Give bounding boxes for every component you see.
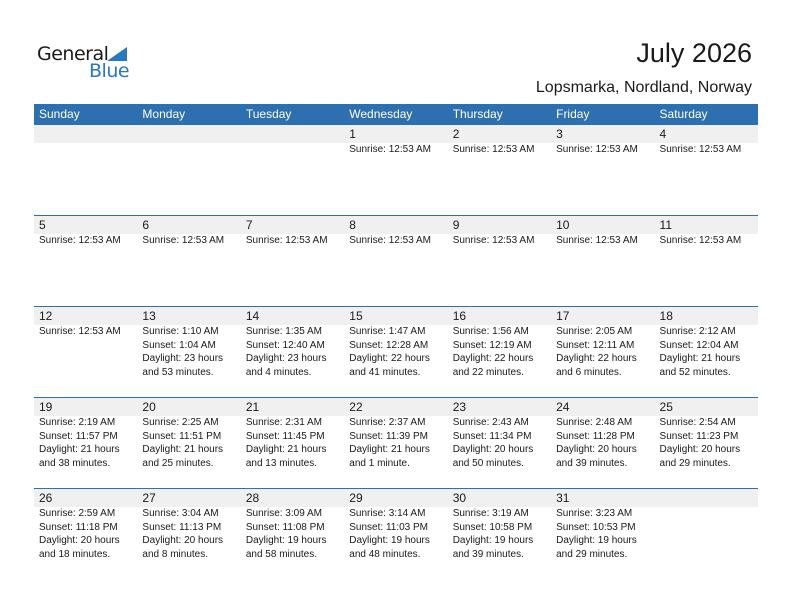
sunset-text: Sunset: 11:13 PM	[142, 521, 222, 533]
day-number: 14	[245, 309, 260, 323]
sunset-text: Sunset: 12:40 AM	[245, 339, 325, 351]
sunrise-text: Sunrise: 3:19 AM	[452, 508, 529, 519]
daylight-text: Daylight: 21 hours	[349, 444, 430, 456]
daylight-text: and 29 minutes.	[659, 457, 731, 469]
weekday-thursday: Thursday	[452, 107, 503, 121]
daylight-text: Daylight: 23 hours	[245, 353, 327, 365]
sunset-text: Sunset: 11:18 PM	[39, 521, 118, 533]
daylight-text: and 4 minutes.	[245, 366, 312, 378]
day-cell-8	[344, 216, 447, 306]
sunrise-text: Sunrise: 12:53 AM	[39, 235, 121, 246]
sunrise-text: Sunrise: 12:53 AM	[659, 144, 742, 155]
daylight-text: and 52 minutes.	[659, 366, 731, 378]
day-number: 11	[659, 218, 672, 232]
day-cell-18	[655, 307, 758, 397]
daylight-text: Daylight: 21 hours	[142, 444, 224, 456]
weeks-container	[34, 125, 758, 579]
sunrise-text: Sunrise: 3:09 AM	[245, 508, 322, 519]
daylight-text: and 8 minutes.	[142, 548, 209, 560]
logo	[37, 43, 137, 83]
page-title: July 2026	[636, 38, 752, 68]
week-cells	[34, 125, 758, 215]
day-number: 3	[556, 127, 563, 141]
daylight-text: Daylight: 19 hours	[452, 535, 534, 547]
sunrise-text: Sunrise: 12:53 AM	[556, 235, 638, 246]
sunrise-text: Sunrise: 2:37 AM	[349, 417, 426, 428]
daylight-text: Daylight: 19 hours	[245, 535, 327, 547]
sunset-text: Sunset: 11:39 PM	[349, 430, 429, 442]
week-row	[34, 306, 758, 397]
day-cell-26	[34, 489, 137, 579]
daylight-text: and 29 minutes.	[556, 548, 628, 560]
day-cell-17	[551, 307, 654, 397]
day-cell-6	[137, 216, 240, 306]
day-cell-1	[344, 125, 447, 215]
daylight-text: and 53 minutes.	[142, 366, 214, 378]
day-cell-11	[655, 216, 758, 306]
day-cell-30	[448, 489, 551, 579]
day-cell-31	[551, 489, 654, 579]
daylight-text: Daylight: 20 hours	[39, 535, 120, 547]
day-number: 16	[452, 309, 467, 323]
sunrise-text: Sunrise: 2:25 AM	[142, 417, 219, 428]
day-number: 30	[452, 491, 467, 505]
day-cell-3	[551, 125, 654, 215]
sunrise-text: Sunrise: 2:19 AM	[39, 417, 116, 428]
week-cells	[34, 489, 758, 579]
sunset-text: Sunset: 12:19 AM	[452, 339, 532, 351]
week-cells	[34, 307, 758, 397]
day-number: 1	[349, 127, 356, 141]
sunrise-text: Sunrise: 3:23 AM	[556, 508, 633, 519]
sunset-text: Sunset: 12:11 AM	[556, 339, 635, 351]
sunrise-text: Sunrise: 2:59 AM	[39, 508, 116, 519]
sunset-text: Sunset: 1:04 AM	[142, 339, 216, 351]
sunrise-text: Sunrise: 3:04 AM	[142, 508, 219, 519]
sunset-text: Sunset: 11:28 PM	[556, 430, 635, 442]
week-cells	[34, 398, 758, 488]
daylight-text: and 39 minutes.	[556, 457, 628, 469]
day-cell-19	[34, 398, 137, 488]
sunrise-text: Sunrise: 2:05 AM	[556, 326, 633, 337]
daylight-text: Daylight: 20 hours	[659, 444, 741, 456]
sunrise-text: Sunrise: 12:53 AM	[39, 326, 121, 337]
daylight-text: and 41 minutes.	[349, 366, 421, 378]
day-number: 6	[142, 218, 150, 232]
sunrise-text: Sunrise: 12:53 AM	[452, 235, 535, 246]
daylight-text: Daylight: 19 hours	[556, 535, 637, 547]
day-cell-14	[241, 307, 344, 397]
sunset-text: Sunset: 11:45 PM	[245, 430, 325, 442]
daylight-text: Daylight: 23 hours	[142, 353, 224, 365]
day-cell-25	[655, 398, 758, 488]
sunrise-text: Sunrise: 12:53 AM	[659, 235, 742, 246]
sunrise-text: Sunrise: 12:53 AM	[452, 144, 535, 155]
day-number: 15	[349, 309, 363, 323]
day-cell-10	[551, 216, 654, 306]
sunset-text: Sunset: 11:03 PM	[349, 521, 429, 533]
day-number: 20	[142, 400, 156, 414]
day-number: 21	[245, 400, 260, 414]
daylight-text: Daylight: 21 hours	[245, 444, 327, 456]
weekday-friday: Friday	[556, 107, 590, 121]
day-number: 10	[556, 218, 570, 232]
day-cell-15	[344, 307, 447, 397]
sunrise-text: Sunrise: 12:53 AM	[245, 235, 328, 246]
daylight-text: Daylight: 21 hours	[659, 353, 741, 365]
day-cell-23	[448, 398, 551, 488]
daylight-text: and 6 minutes.	[556, 366, 622, 378]
sunrise-text: Sunrise: 12:53 AM	[556, 144, 638, 155]
daylight-text: and 39 minutes.	[452, 548, 524, 560]
daylight-text: and 13 minutes.	[245, 457, 318, 469]
logo-general-text: General	[37, 43, 109, 65]
sunrise-text: Sunrise: 12:53 AM	[142, 235, 225, 246]
weekday-wednesday: Wednesday	[349, 107, 413, 121]
empty-day-cell	[137, 125, 240, 215]
calendar-grid	[34, 104, 758, 579]
daylight-text: and 48 minutes.	[349, 548, 421, 560]
day-number: 7	[245, 218, 253, 232]
sunrise-text: Sunrise: 12:53 AM	[349, 144, 431, 155]
sunrise-text: Sunrise: 2:48 AM	[556, 417, 633, 428]
sunset-text: Sunset: 11:57 PM	[39, 430, 118, 442]
week-row	[34, 125, 758, 215]
sunset-text: Sunset: 12:04 AM	[659, 339, 739, 351]
logo-blue-text: Blue	[89, 60, 130, 82]
daylight-text: Daylight: 20 hours	[142, 535, 224, 547]
daylight-text: Daylight: 21 hours	[39, 444, 120, 456]
daylight-text: Daylight: 22 hours	[452, 353, 534, 365]
sunrise-text: Sunrise: 1:10 AM	[142, 326, 219, 337]
day-cell-9	[448, 216, 551, 306]
day-cell-7	[241, 216, 344, 306]
sunrise-text: Sunrise: 3:14 AM	[349, 508, 426, 519]
day-number: 2	[452, 127, 460, 141]
day-cell-29	[344, 489, 447, 579]
day-number: 19	[39, 400, 53, 414]
sunset-text: Sunset: 10:53 PM	[556, 521, 636, 533]
day-number	[246, 125, 344, 143]
day-cell-12	[34, 307, 137, 397]
weekday-header	[34, 104, 758, 125]
day-cell-27	[137, 489, 240, 579]
day-number: 29	[349, 491, 363, 505]
day-number: 27	[142, 491, 156, 505]
daylight-text: Daylight: 20 hours	[556, 444, 637, 456]
empty-day-cell	[655, 489, 758, 579]
day-cell-16	[448, 307, 551, 397]
daylight-text: and 25 minutes.	[142, 457, 214, 469]
week-row	[34, 215, 758, 306]
location-subtitle: Lopsmarka, Nordland, Norway	[535, 79, 752, 96]
daylight-text: and 58 minutes.	[245, 548, 318, 560]
day-number	[39, 125, 137, 143]
sunrise-text: Sunrise: 2:43 AM	[452, 417, 529, 428]
day-number	[660, 489, 758, 507]
sunset-text: Sunset: 10:58 PM	[452, 521, 533, 533]
day-number: 12	[39, 309, 53, 323]
day-number: 26	[39, 491, 53, 505]
daylight-text: and 50 minutes.	[452, 457, 524, 469]
sunrise-text: Sunrise: 1:35 AM	[245, 326, 322, 337]
day-number: 8	[349, 218, 356, 232]
empty-day-cell	[241, 125, 344, 215]
daylight-text: and 38 minutes.	[39, 457, 111, 469]
sunrise-text: Sunrise: 2:54 AM	[659, 417, 736, 428]
sunrise-text: Sunrise: 1:56 AM	[452, 326, 529, 337]
day-number: 17	[556, 309, 570, 323]
day-cell-22	[344, 398, 447, 488]
day-number: 9	[452, 218, 460, 232]
weekday-saturday: Saturday	[659, 107, 708, 121]
sunrise-text: Sunrise: 12:53 AM	[349, 235, 431, 246]
daylight-text: Daylight: 20 hours	[452, 444, 534, 456]
sunset-text: Sunset: 11:51 PM	[142, 430, 222, 442]
empty-day-cell	[34, 125, 137, 215]
daylight-text: Daylight: 22 hours	[556, 353, 637, 365]
week-row	[34, 397, 758, 488]
week-row	[34, 488, 758, 579]
weekday-sunday: Sunday	[39, 107, 80, 121]
day-number: 5	[39, 218, 46, 232]
weekday-monday: Monday	[142, 107, 186, 121]
sunset-text: Sunset: 11:08 PM	[245, 521, 325, 533]
daylight-text: Daylight: 19 hours	[349, 535, 430, 547]
day-cell-24	[551, 398, 654, 488]
day-cell-2	[448, 125, 551, 215]
day-cell-5	[34, 216, 137, 306]
daylight-text: and 22 minutes.	[452, 366, 524, 378]
day-number: 22	[349, 400, 363, 414]
sunrise-text: Sunrise: 2:12 AM	[659, 326, 736, 337]
daylight-text: Daylight: 22 hours	[349, 353, 430, 365]
day-number: 31	[556, 491, 570, 505]
day-number: 18	[659, 309, 673, 323]
week-cells	[34, 216, 758, 306]
day-cell-4	[655, 125, 758, 215]
day-number: 23	[452, 400, 467, 414]
day-number: 25	[659, 400, 673, 414]
day-cell-13	[137, 307, 240, 397]
sunset-text: Sunset: 11:34 PM	[452, 430, 532, 442]
sunset-text: Sunset: 11:23 PM	[659, 430, 739, 442]
day-cell-21	[241, 398, 344, 488]
day-number: 28	[245, 491, 260, 505]
sunrise-text: Sunrise: 1:47 AM	[349, 326, 426, 337]
weekday-tuesday: Tuesday	[245, 107, 292, 121]
day-cell-20	[137, 398, 240, 488]
sunset-text: Sunset: 12:28 AM	[349, 339, 429, 351]
sunrise-text: Sunrise: 2:31 AM	[245, 417, 322, 428]
day-number	[142, 125, 240, 143]
day-number: 4	[659, 127, 667, 141]
day-number: 24	[556, 400, 570, 414]
day-cell-28	[241, 489, 344, 579]
daylight-text: and 18 minutes.	[39, 548, 111, 560]
logo-triangle-icon	[107, 47, 127, 61]
day-number: 13	[142, 309, 156, 323]
daylight-text: and 1 minute.	[349, 457, 410, 469]
